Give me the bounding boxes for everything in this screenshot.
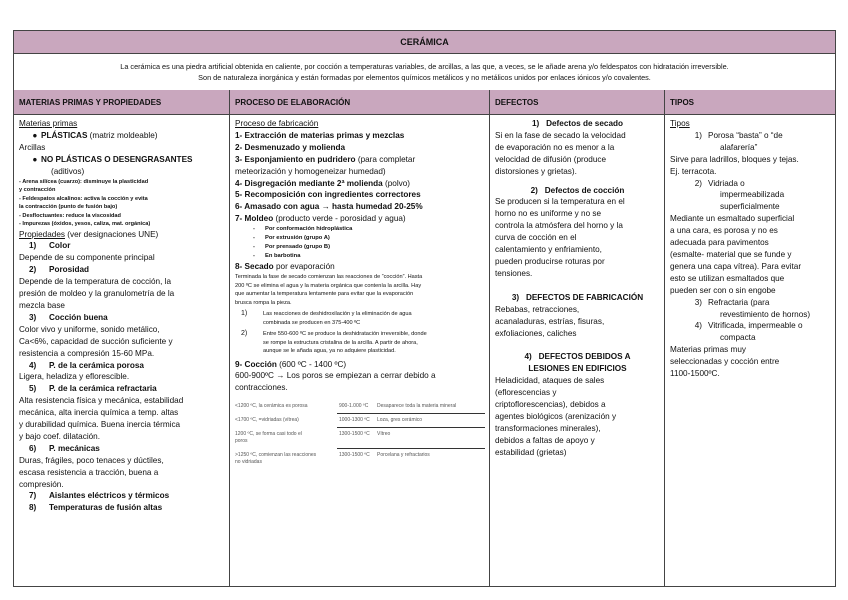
moldeo-item xyxy=(235,243,485,252)
dash-icon: - xyxy=(253,235,255,242)
temperature-row xyxy=(235,400,485,413)
propiedad-title xyxy=(19,360,225,372)
propiedad-name: Temperaturas de fusión altas xyxy=(49,503,163,513)
secado-note-body xyxy=(263,310,412,327)
moldeo-item-label: Por prensado (grupo B) xyxy=(265,244,331,251)
temperature-row xyxy=(235,414,485,427)
defecto-line: transformaciones minerales), xyxy=(495,423,601,433)
defecto-line: curva de cocción en el xyxy=(495,233,577,243)
proceso-step xyxy=(235,130,485,142)
tipo-refractaria: 3) Refractaria (para revestimiento de hornos) xyxy=(694,297,811,319)
propiedad-name: Cocción buena xyxy=(49,312,108,322)
proceso-header: PROCESO DE ELABORACIÓN xyxy=(230,90,489,115)
defecto-line: pueden producirse roturas por xyxy=(495,256,605,266)
propiedad-number: 8) xyxy=(29,503,37,513)
intro-text xyxy=(14,54,835,91)
proceso-step xyxy=(235,213,485,225)
tipo-title-line: revestimiento de hornos) xyxy=(720,309,811,319)
temperature-condition-line: 1200 ºC, se forma casi todo el xyxy=(235,431,302,438)
aditivo-note: - Feldespatos alcalinos: activa la cocción y evita xyxy=(19,195,148,202)
propiedad-text: Depende de la temperatura de cocción, la xyxy=(19,277,172,287)
propiedad-name: P. de la cerámica porosa xyxy=(49,360,144,370)
propiedad-title xyxy=(19,502,225,514)
aditivo-note: - Arena silícea (cuarzo): disminuye la plasticidad xyxy=(19,178,149,185)
tipos-column xyxy=(665,90,835,586)
ceramica-table xyxy=(13,30,836,587)
coccion-line-2: contracciones. xyxy=(235,383,288,393)
proceso-step xyxy=(235,201,485,213)
propiedad-title xyxy=(19,383,225,395)
propiedad-text: Duras, frágiles, poco tenaces y dúctiles, xyxy=(19,455,164,465)
defecto-secado-text xyxy=(495,130,660,178)
propiedad-number: 5) xyxy=(29,384,37,394)
tipo-line: esto se utilizan esmaltados que xyxy=(670,273,785,283)
coccion-line-1: 600-900ºC → Los poros se empiezan a cerrar debido a xyxy=(235,371,436,381)
aditivo-note: - Impurezas (óxidos, yesos, caliza, mat. orgánica) xyxy=(19,221,151,228)
proceso-step xyxy=(235,154,485,166)
tipo-line: Mediante un esmaltado superficial xyxy=(670,214,795,224)
defecto-lesiones-text xyxy=(495,375,660,458)
defecto-secado-title: 1) Defectos de secado xyxy=(531,119,623,128)
temperature-condition xyxy=(235,431,339,445)
moldeo-item xyxy=(235,252,485,261)
propiedad-text: Depende de su componente principal xyxy=(19,253,155,263)
temperature-table xyxy=(235,400,485,469)
tipo-line: Ej. terracota. xyxy=(670,166,717,176)
aditivo-note: - Desfloctuantes: reduce la viscosidad xyxy=(19,212,121,219)
propiedad-number: 3) xyxy=(29,312,37,322)
proceso-step xyxy=(235,166,485,178)
propiedad-number: 2) xyxy=(29,265,37,275)
tipo-vidriada-text xyxy=(670,213,831,296)
temperature-result: Vítreo xyxy=(377,431,391,438)
secado-notes xyxy=(235,310,485,356)
temperature-range: 900-1.000 ºC xyxy=(339,403,369,410)
proceso-step-note: (polvo) xyxy=(382,178,411,188)
tipo-line: pueden ser con o sin engobe xyxy=(670,285,776,295)
propiedad-text: y bajo coef. dilatación. xyxy=(19,431,101,441)
defecto-fabricacion-title: 3) DEFECTOS DE FABRICACIÓN xyxy=(511,292,644,302)
bullet-icon: ● xyxy=(32,130,38,140)
defecto-line: acanaladuras, estrías, fisuras, xyxy=(495,316,605,326)
defecto-line: controla la atmósfera del horno y la xyxy=(495,221,623,231)
moldeo-item-label: Por extrusión (grupo A) xyxy=(265,235,330,242)
tipo-porosa: 1) Porosa “basta” o “de alafarería” xyxy=(694,130,783,152)
defecto-coccion-text xyxy=(495,196,660,279)
proceso-step-title: 5- Recomposición con ingredientes correctores xyxy=(235,190,421,200)
temperature-condition xyxy=(235,452,339,466)
temperature-range: 1000-1300 ºC xyxy=(339,417,370,424)
tipo-line: (esmalte- material que se funde y xyxy=(670,249,792,259)
propiedad-text: presión de moldeo y la granulometría de la xyxy=(19,289,175,299)
secado-line: que aumentar la temperatura lentamente para evitar que la evaporación xyxy=(235,291,414,298)
proceso-step-note: (producto verde - porosidad y agua) xyxy=(273,214,406,224)
temperature-result: Desaparece toda la materia mineral xyxy=(377,403,457,410)
propiedad-text: Alta resistencia física y mecánica, estabilidad xyxy=(19,396,184,406)
defecto-line: Si en la fase de secado la velocidad xyxy=(495,130,626,140)
temperature-condition-line: >1250 ºC, comienzan las reacciones xyxy=(235,452,317,459)
aditivo-note: la contracción (punto de fusión bajo) xyxy=(19,204,118,211)
temperature-condition-line: <1700 ºC, =vidriadas (vítrea) xyxy=(235,417,299,424)
bullet-icon: ● xyxy=(32,154,38,164)
dash-icon: - xyxy=(253,253,255,260)
proceso-column xyxy=(230,90,490,586)
propiedad-text: Ca<6%, capacidad de succión suficiente y xyxy=(19,336,173,346)
defecto-line: estabilidad (grietas) xyxy=(495,447,567,457)
propiedad-name: Color xyxy=(49,241,71,251)
temperature-row xyxy=(235,449,485,469)
defecto-line: tensiones. xyxy=(495,268,533,278)
secado-note-line: se rompe la estructura cristalina de la arcilla. A partir de ahora, xyxy=(263,339,418,346)
defectos-column xyxy=(490,90,665,586)
temperature-condition-line: <1200 ºC, la cerámica es porosa xyxy=(235,403,308,410)
tipo-title-line: impermeabilizada xyxy=(720,190,785,200)
propiedad-name: P. mecánicas xyxy=(49,443,100,453)
materias-header: MATERIAS PRIMAS Y PROPIEDADES xyxy=(14,90,229,115)
proceso-step-note: meteorización y homogeneizar humedad) xyxy=(235,166,386,176)
tipo-title-line: Vitrificada, impermeable o xyxy=(708,321,803,331)
propiedad-title xyxy=(19,312,225,324)
secado-line: brusca rompa la pieza. xyxy=(235,299,292,306)
defecto-fabricacion-text xyxy=(495,304,660,340)
propiedad-name: P. de la cerámica refractaria xyxy=(49,384,157,394)
proceso-step-title: 1- Extracción de materias primas y mezclas xyxy=(235,130,405,140)
temperature-condition xyxy=(235,417,339,424)
dash-icon: - xyxy=(253,244,255,251)
defecto-line: distorsiones y grietas). xyxy=(495,166,577,176)
proceso-steps xyxy=(235,130,485,225)
defecto-line: velocidad de difusión (produce xyxy=(495,154,607,164)
coccion-range: (600 ºC - 1400 ºC) xyxy=(276,359,347,369)
propiedad-title xyxy=(19,490,225,502)
propiedad-name: Aislantes eléctricos y térmicos xyxy=(49,491,170,501)
arcillas-text: Arcillas xyxy=(19,142,46,152)
tipo-title-line: Refractaria (para xyxy=(708,297,770,307)
tipo-title-line: superficialmente xyxy=(720,202,780,212)
defecto-line: Heladicidad, ataques de sales xyxy=(495,376,605,386)
tipo-title-line: Vidriada o xyxy=(708,178,745,188)
aditivo-note: y contracción xyxy=(19,187,56,194)
temperature-range: 1300-1500 ºC xyxy=(339,452,370,459)
propiedad-text: resistencia a compresión 15-60 MPa. xyxy=(19,348,155,358)
tipo-vidriada: 2) Vidriada o impermeabilizada superficialmente xyxy=(694,178,785,212)
proceso-step-title: 2- Desmenuzado y molienda xyxy=(235,142,346,152)
proceso-step xyxy=(235,142,485,154)
propiedades-note: (ver designaciones UNE) xyxy=(64,229,159,239)
tipo-line: seleccionadas y cocción entre xyxy=(670,357,780,367)
temperature-result: Porcelana y refractarios xyxy=(377,452,430,459)
temperature-condition-line: no vidriadas xyxy=(235,459,262,466)
secado-note-number: 1) xyxy=(241,310,248,318)
temperature-result: Loza, gres cerámico xyxy=(377,417,423,424)
defecto-lesiones-title: 4) DEFECTOS DEBIDOS A LESIONES EN EDIFICIOS xyxy=(524,352,631,374)
tipo-vitrificada: 4) Vitrificada, impermeable o compacta xyxy=(694,321,803,343)
secado-note xyxy=(235,310,485,327)
proceso-step-title: 6- Amasado con agua → hasta humedad 20-25% xyxy=(235,202,423,212)
defectos-header: DEFECTOS xyxy=(490,90,664,115)
propiedad-text: mezcla base xyxy=(19,300,65,310)
aditivos-text: (aditivos) xyxy=(51,166,85,176)
defecto-line: calentamiento y enfriamiento, xyxy=(495,245,602,255)
plasticas-note: (matriz moldeable) xyxy=(87,130,158,140)
page-title: CERÁMICA xyxy=(14,31,835,54)
defecto-line: debidos a faltas de apoyo y xyxy=(495,435,595,445)
tipo-line: Materias primas muy xyxy=(670,345,746,355)
proceso-step-title: 3- Esponjamiento en pudridero xyxy=(235,154,356,164)
moldeo-item xyxy=(235,225,485,234)
propiedad-number: 7) xyxy=(29,491,37,501)
tipos-header: TIPOS xyxy=(665,90,835,115)
tipo-vitrificada-text xyxy=(670,344,831,380)
noplasticas-title: NO PLÁSTICAS O DESENGRASANTES xyxy=(41,154,193,164)
secado-note-number: 2) xyxy=(241,330,248,338)
tipos-heading: Tipos xyxy=(670,119,690,128)
moldeo-item-label: Por conformación hidroplástica xyxy=(265,226,353,233)
propiedad-title xyxy=(19,264,225,276)
secado-text xyxy=(235,273,485,307)
propiedad-title xyxy=(19,443,225,455)
tipo-title-line: Porosa “basta” o “de xyxy=(708,130,783,140)
proceso-heading: Proceso de fabricación xyxy=(235,119,319,128)
propiedad-text: Color vivo y uniforme, sonido metálico, xyxy=(19,324,160,334)
propiedad-number: 4) xyxy=(29,360,37,370)
secado-note-body xyxy=(263,330,427,356)
secado-note xyxy=(235,330,485,356)
secado-title: 8- Secado xyxy=(235,262,274,272)
tipo-line: Sirve para ladrillos, bloques y tejas. xyxy=(670,154,799,164)
coccion-title: 9- Cocción xyxy=(235,359,277,369)
secado-line: Terminada la fase de secado comienzan las reacciones de “cocción”. Hasta xyxy=(235,274,423,281)
materias-heading: Materias primas xyxy=(19,119,78,128)
propiedad-text: Ligera, heladiza y eflorescible. xyxy=(19,372,130,382)
tipo-title-line: alafarería” xyxy=(720,142,758,152)
moldeo-list xyxy=(235,225,485,261)
proceso-step-title: 4- Disgregación mediante 2ª molienda xyxy=(235,178,383,188)
intro-line-2: Son de naturaleza inorgánica y están formadas por elementos químicos metálicos y no metálicos unidos por enlaces iónicos y/o covalentes. xyxy=(198,73,651,82)
defecto-line: (eflorescencias y xyxy=(495,388,557,398)
temperature-range: 1300-1500 ºC xyxy=(339,431,370,438)
secado-note-line: combinada se producen en 375-400 ºC xyxy=(263,319,361,326)
temperature-condition xyxy=(235,403,339,410)
defecto-line: criptoflorescencias), debidos a xyxy=(495,400,606,410)
secado-note-line: aunque se le añada agua, ya no adquiere plasticidad. xyxy=(263,348,396,355)
temperature-condition-line: poros xyxy=(235,438,248,445)
tipo-porosa-text xyxy=(670,154,831,178)
proceso-step xyxy=(235,189,485,201)
tipo-line: adecuada para pavimentos xyxy=(670,238,769,248)
propiedad-text: compresión. xyxy=(19,479,64,489)
intro-line-1: La cerámica es una piedra artificial obtenida en caliente, por cocción a temperaturas variables, de arcillas, a las que, a veces, se le añade arena y/o feldespatos con hidratación irreversible. xyxy=(120,62,729,71)
moldeo-item-label: En barbotina xyxy=(265,253,301,260)
tipo-line: 1100-1500ºC. xyxy=(670,369,720,379)
propiedades-list xyxy=(19,240,225,514)
materias-column xyxy=(14,90,230,586)
secado-note-line: Entre 550-600 ºC se produce la deshidratación irreversible, donde xyxy=(263,331,427,338)
tipo-title-line: compacta xyxy=(720,333,756,343)
defecto-line: Se producen si la temperatura en el xyxy=(495,197,625,207)
propiedad-number: 1) xyxy=(29,241,37,251)
propiedad-text: y durabilidad química. Buena inercia térmica xyxy=(19,420,181,430)
dash-icon: - xyxy=(253,226,255,233)
secado-note: por evaporación xyxy=(273,262,335,272)
aditivos-notes xyxy=(19,178,225,229)
propiedad-number: 6) xyxy=(29,443,37,453)
secado-line: 200 ºC se elimina el agua y la materia orgánica que contenía la arcilla. Hay xyxy=(235,282,422,289)
proceso-step-note: (para completar xyxy=(355,154,416,164)
defecto-coccion-title: 2) Defectos de cocción xyxy=(530,185,625,195)
secado-note-line: Las reacciones de deshidroxilación y la eliminación de agua xyxy=(263,311,412,318)
defecto-line: de evaporación no es menor a la xyxy=(495,142,615,152)
plasticas-title: PLÁSTICAS xyxy=(41,130,88,140)
defecto-line: Rebabas, retracciones, xyxy=(495,304,580,314)
propiedades-heading: Propiedades xyxy=(19,229,65,239)
propiedad-text: mecánica, alta inercia química a temp. altas xyxy=(19,408,179,418)
moldeo-item xyxy=(235,234,485,243)
propiedad-title xyxy=(19,240,225,252)
proceso-step-title: 7- Moldeo xyxy=(235,214,274,224)
temperature-row xyxy=(235,428,485,448)
tipo-line: a una cara, es porosa y no es xyxy=(670,226,778,236)
proceso-step xyxy=(235,178,485,190)
tipo-line: genera una capa vítrea). Para evitar xyxy=(670,261,802,271)
defecto-line: agentes biológicos (arenización y xyxy=(495,411,617,421)
propiedad-text: escasa resistencia a tracción, buena a xyxy=(19,467,159,477)
propiedad-name: Porosidad xyxy=(49,265,90,275)
defecto-line: exfoliaciones, caliches xyxy=(495,328,577,338)
defecto-line: horno no es uniforme y no se xyxy=(495,209,602,219)
